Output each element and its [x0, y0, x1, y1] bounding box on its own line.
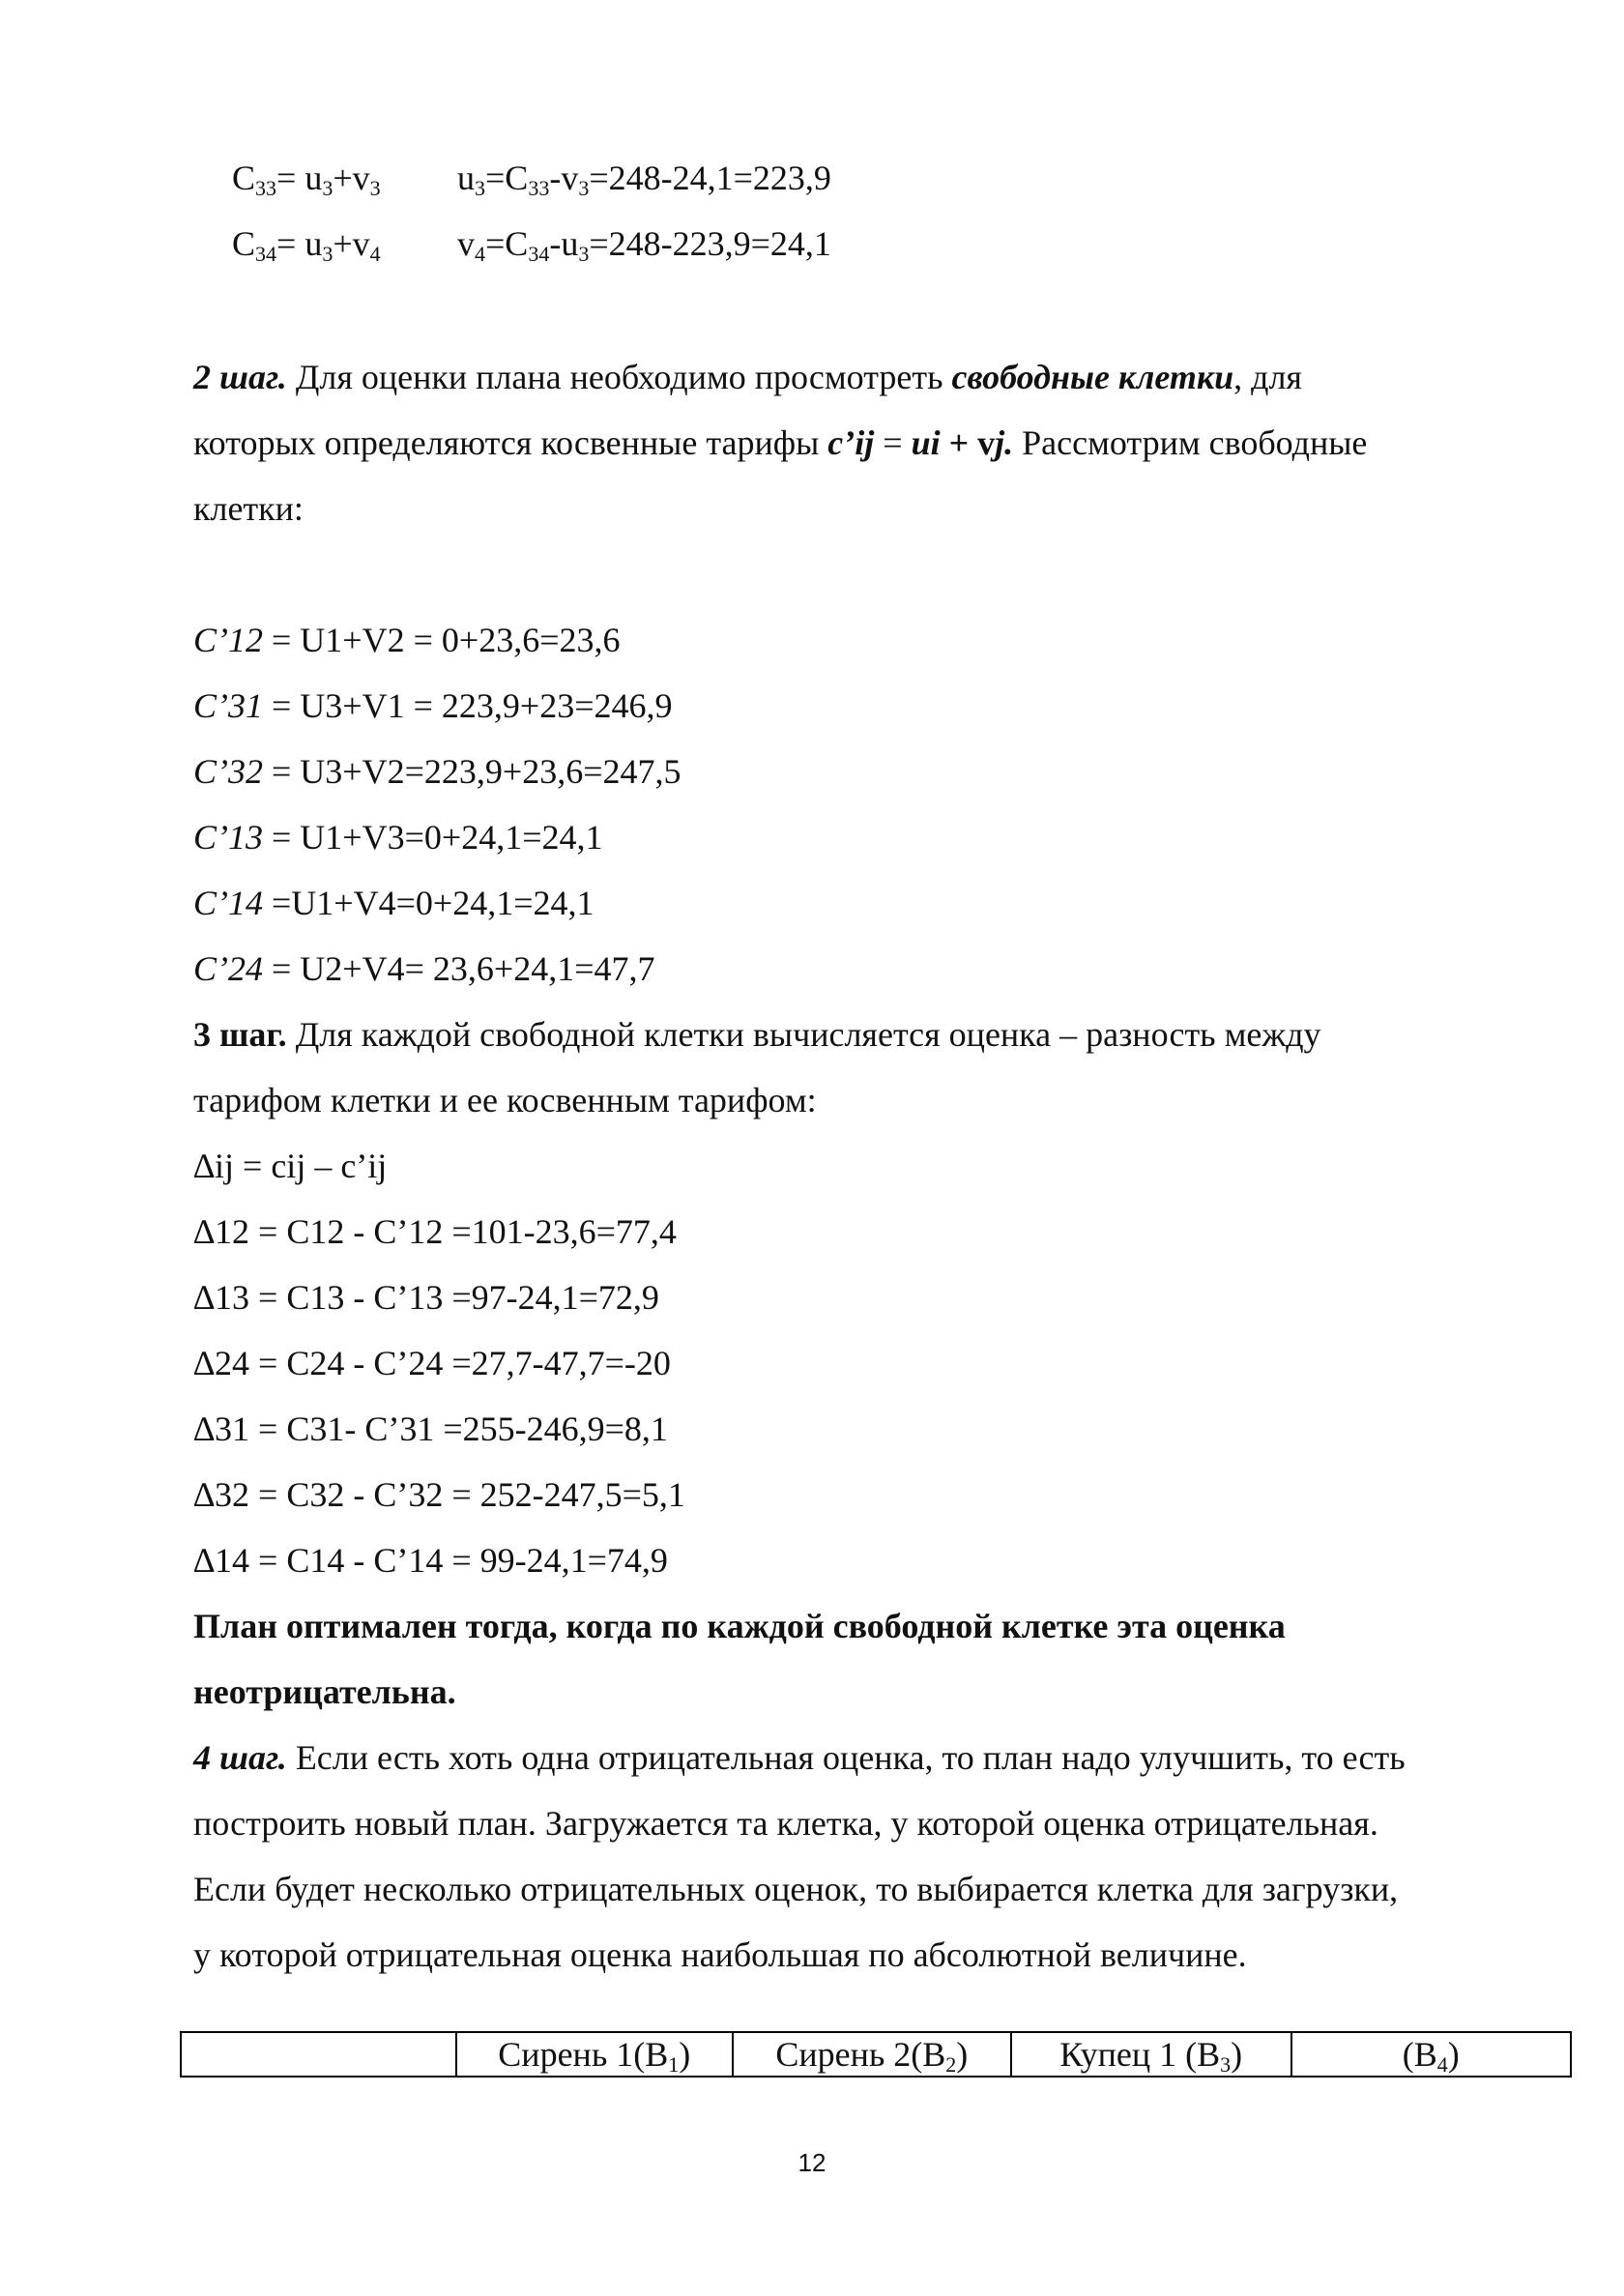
indirect-expr: = U3+V1 = 223,9+23=246,9: [263, 686, 673, 725]
optimality-statement-line1: План оптимален тогда, когда по каждой свободной клетке эта оценка: [193, 1607, 1286, 1645]
delta-formula: ∆ij = cij – c’ij: [193, 1147, 388, 1185]
table-header-row: [181, 2032, 1571, 2077]
indirect-expr: = U1+V3=0+24,1=24,1: [263, 818, 603, 857]
eq-sub: 33: [528, 176, 550, 200]
header-sub: 1: [668, 2052, 680, 2077]
eq-sub: 3: [475, 176, 485, 200]
indirect-name: C’14: [193, 884, 263, 922]
transport-table-header: [180, 2031, 1572, 2078]
indirect-expr: = U1+V2 = 0+23,6=23,6: [263, 621, 621, 659]
header-text: ): [956, 2035, 969, 2074]
indirect-tariff-row: [193, 816, 603, 858]
step4-label: 4 шаг.: [193, 1738, 287, 1777]
indirect-name: C’13: [193, 818, 263, 857]
step3-line2: тарифом клетки и ее косвенным тарифом:: [193, 1081, 817, 1119]
header-sub: 4: [1436, 2052, 1448, 2077]
delta-row: ∆12 = C12 - C’12 =101-23,6=77,4: [193, 1212, 677, 1251]
header-text: ): [1231, 2035, 1243, 2074]
table-header-cell: [1291, 2032, 1571, 2077]
step4-line4: у которой отрицательная оценка наибольшая по абсолютной величине.: [193, 1935, 1247, 1974]
step3-line1: [193, 1013, 1321, 1056]
step2-line2: [193, 421, 1367, 464]
indirect-tariff-row: [193, 947, 655, 990]
step2-text: Для оценки плана необходимо просмотреть: [286, 358, 952, 396]
header-sub: 2: [945, 2052, 957, 2077]
indirect-tariff-row: [193, 619, 621, 661]
step2-text: которых определяются косвенные тарифы: [193, 423, 828, 462]
header-text: Сирень 1(B: [498, 2035, 669, 2074]
step4-line1: [193, 1736, 1406, 1779]
header-text: ): [1447, 2035, 1460, 2074]
table-header-cell: [1011, 2032, 1291, 2077]
eq-text: +v: [333, 159, 370, 197]
step4-text: Если есть хоть одна отрицательная оценка, то план надо улучшить, то есть: [286, 1738, 1406, 1777]
step2-text: Рассмотрим свободные: [1013, 423, 1368, 462]
equation-v4-solution: [457, 222, 831, 265]
step2-text: , для: [1233, 358, 1302, 396]
eq-sub: 3: [369, 176, 381, 200]
step3-text: Для каждой свободной клетки вычисляется оценка – разность между: [286, 1015, 1321, 1054]
eq-text: -u: [549, 224, 579, 263]
header-text: ): [679, 2035, 691, 2074]
eq-sub: 3: [322, 176, 334, 200]
step3-label: 3 шаг.: [193, 1015, 287, 1054]
eq-text: =248-223,9=24,1: [589, 224, 831, 263]
eq-text: C: [232, 224, 256, 263]
equation-u3-solution: [457, 157, 831, 199]
step2-label: 2 шаг.: [193, 358, 287, 396]
header-sub: 3: [1220, 2052, 1232, 2077]
eq-text: =C: [485, 159, 529, 197]
indirect-name: C’12: [193, 621, 263, 659]
equation-c34: [232, 222, 831, 266]
eq-text: = u: [276, 224, 323, 263]
indirect-tariff-row: [193, 684, 673, 727]
eq-sub: 33: [255, 176, 277, 200]
eq-text: +v: [333, 224, 370, 263]
indirect-tariff-row: [193, 882, 594, 924]
optimality-statement-line2: неотрицательна.: [193, 1672, 456, 1711]
header-text: Купец 1 (B: [1059, 2035, 1221, 2074]
indirect-expr: = U3+V2=223,9+23,6=247,5: [263, 752, 682, 791]
eq-text: u: [457, 159, 475, 197]
step2-line3: клетки:: [193, 489, 304, 528]
table-header-cell-empty: [181, 2032, 456, 2077]
step2-emphasis: свободные клетки: [951, 358, 1234, 396]
indirect-expr: =U1+V4=0+24,1=24,1: [263, 884, 594, 922]
page-number: 12: [798, 2148, 826, 2177]
indirect-name: C’31: [193, 686, 263, 725]
table-header-cell: [456, 2032, 733, 2077]
eq-text: =248-24,1=223,9: [589, 159, 831, 197]
eq-sub: 3: [578, 242, 590, 266]
header-text: Сирень 2(B: [775, 2035, 946, 2074]
step4-line3: Если будет несколько отрицательных оценок, то выбирается клетка для загрузки,: [193, 1870, 1399, 1908]
eq-sub: 4: [475, 242, 485, 266]
indirect-name: C’32: [193, 752, 263, 791]
eq-sub: 4: [369, 242, 381, 266]
formula-part: c’ij: [827, 423, 875, 462]
eq-text: C: [232, 159, 256, 197]
eq-text: =C: [485, 224, 529, 263]
eq-sub: 34: [528, 242, 550, 266]
delta-row: ∆24 = C24 - C’24 =27,7-47,7=-20: [193, 1344, 671, 1382]
indirect-name: C’24: [193, 949, 263, 988]
delta-row: ∆32 = C32 - C’32 = 252-247,5=5,1: [193, 1475, 685, 1514]
eq-text: -v: [549, 159, 579, 197]
indirect-expr: = U2+V4= 23,6+24,1=47,7: [263, 949, 655, 988]
eq-sub: 34: [255, 242, 277, 266]
delta-row: ∆13 = C13 - C’13 =97-24,1=72,9: [193, 1278, 659, 1317]
eq-sub: 3: [578, 176, 590, 200]
delta-row: ∆31 = C31- C’31 =255-246,9=8,1: [193, 1410, 668, 1448]
indirect-tariff-row: [193, 750, 682, 793]
header-text: (B: [1402, 2035, 1437, 2074]
formula-part: j.: [995, 423, 1014, 462]
step4-line2: построить новый план. Загружается та клетка, у которой оценка отрицательная.: [193, 1804, 1378, 1843]
eq-text: v: [457, 224, 475, 263]
formula-part: + v: [940, 423, 996, 462]
formula-part: ui: [911, 423, 941, 462]
step2-line1: [193, 356, 1302, 398]
formula-part: =: [874, 423, 912, 462]
eq-text: = u: [276, 159, 323, 197]
table-header-cell: [733, 2032, 1011, 2077]
eq-sub: 3: [322, 242, 334, 266]
equation-c33: [232, 157, 831, 200]
delta-row: ∆14 = C14 - C’14 = 99-24,1=74,9: [193, 1541, 668, 1580]
